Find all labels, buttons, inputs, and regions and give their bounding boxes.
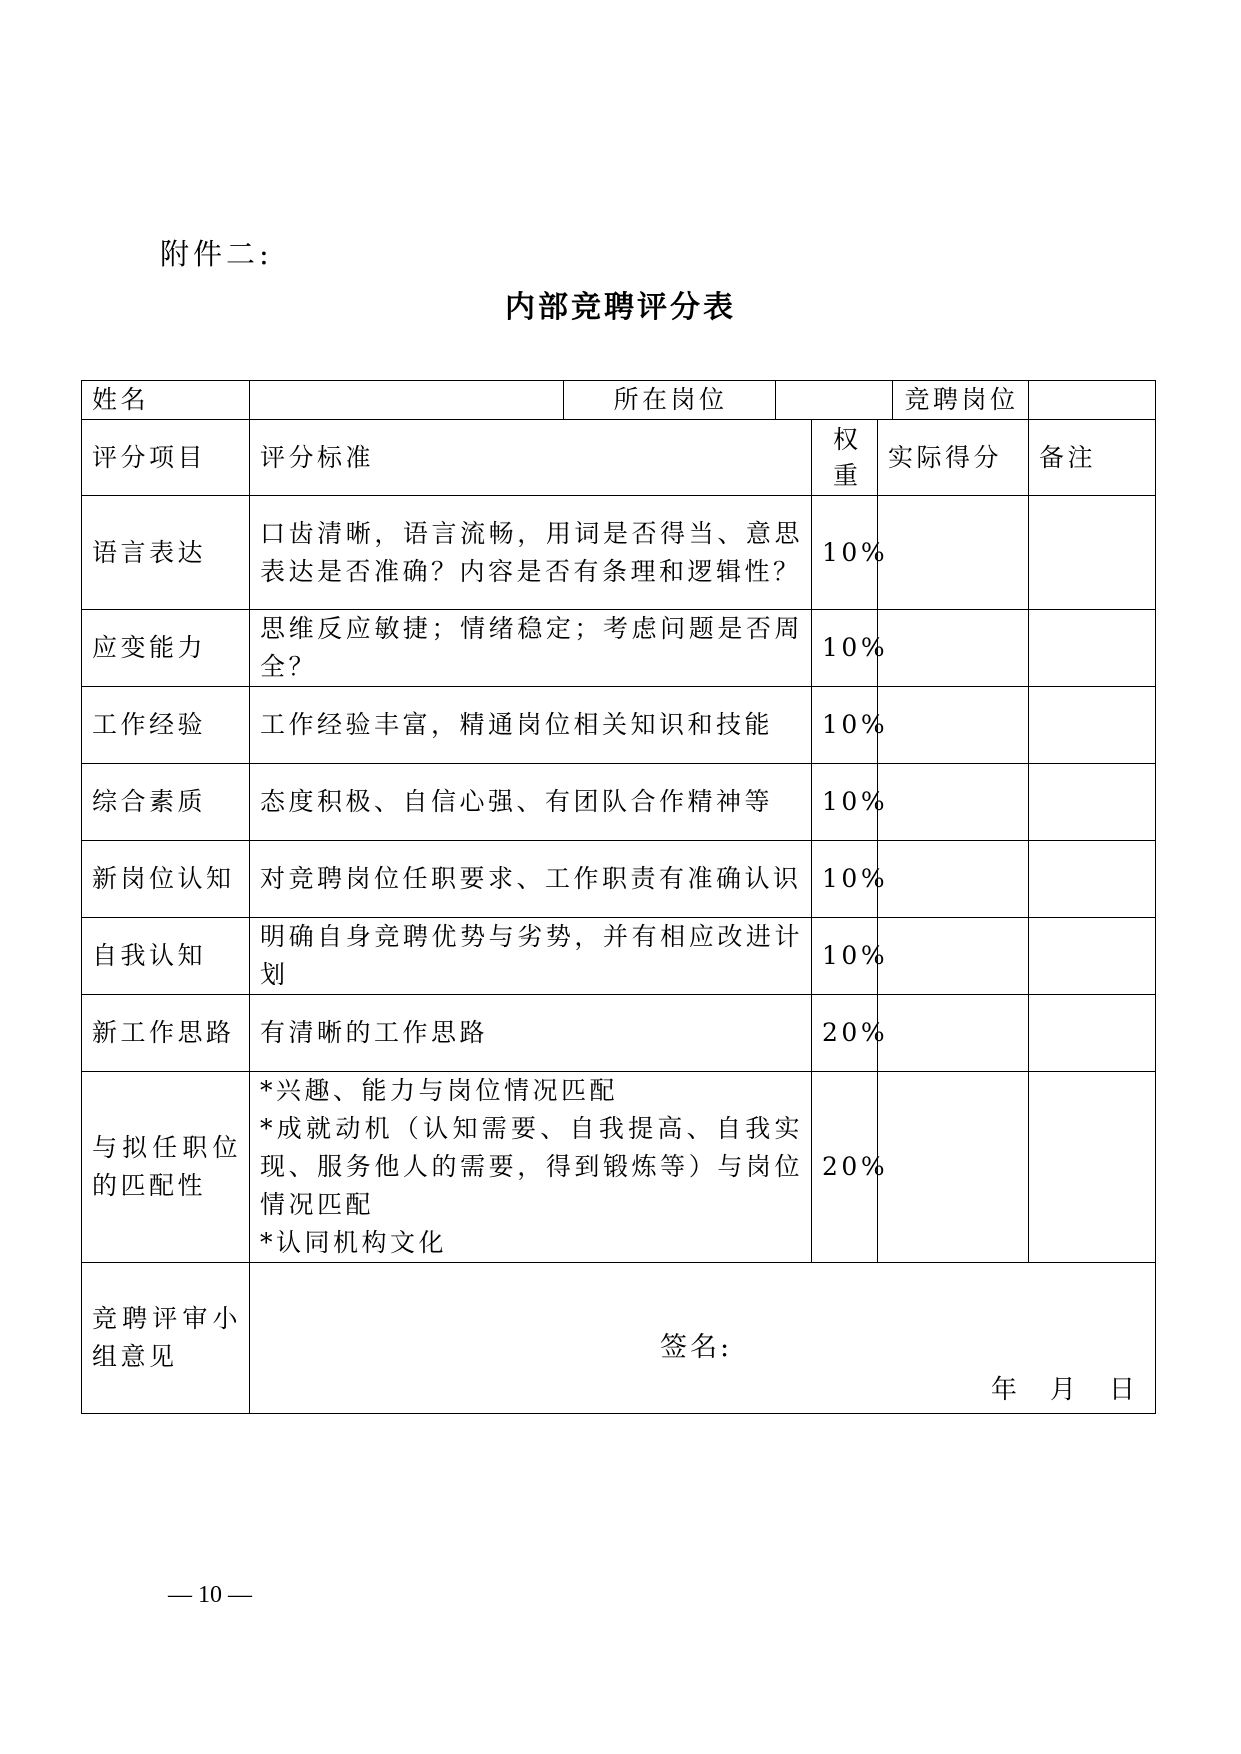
row-actual-score[interactable]	[878, 841, 1029, 918]
row-weight: 10%	[812, 496, 878, 610]
scoring-table	[81, 380, 1156, 1414]
weight-header-line-1: 权	[833, 424, 859, 454]
row-weight: 20%	[812, 995, 878, 1072]
row-weight: 10%	[812, 841, 878, 918]
match-criteria	[250, 1072, 812, 1263]
row-remarks[interactable]	[1029, 610, 1156, 687]
row-actual-score[interactable]	[878, 687, 1029, 764]
row-actual-score[interactable]	[878, 764, 1029, 841]
row-item: 语言表达	[82, 496, 250, 610]
score-row	[82, 610, 1156, 687]
score-row	[82, 995, 1156, 1072]
info-row	[82, 381, 1156, 420]
row-remarks[interactable]	[1029, 995, 1156, 1072]
name-label: 姓名	[82, 381, 250, 420]
match-criteria-line: *认同机构文化	[260, 1228, 448, 1257]
col-header-criteria: 评分标准	[250, 420, 812, 496]
form-title: 内部竞聘评分表	[505, 290, 736, 325]
col-header-weight	[812, 420, 878, 496]
row-criteria: 思维反应敏捷；情绪稳定；考虑问题是否周全？	[250, 610, 812, 687]
score-row	[82, 764, 1156, 841]
row-criteria: 明确自身竞聘优势与劣势，并有相应改进计划	[250, 918, 812, 995]
row-item: 工作经验	[82, 687, 250, 764]
date-line: 年 月 日	[990, 1375, 1136, 1405]
header-row	[82, 420, 1156, 496]
row-actual-score[interactable]	[878, 995, 1029, 1072]
row-actual-score[interactable]	[878, 918, 1029, 995]
target-post-value[interactable]	[1029, 381, 1156, 420]
row-criteria: 有清晰的工作思路	[250, 995, 812, 1072]
row-weight: 10%	[812, 687, 878, 764]
score-row	[82, 687, 1156, 764]
row-remarks[interactable]	[1029, 687, 1156, 764]
row-criteria: 口齿清晰，语言流畅，用词是否得当、意思表达是否准确？内容是否有条理和逻辑性？	[250, 496, 812, 610]
row-weight: 10%	[812, 918, 878, 995]
row-criteria: 对竞聘岗位任职要求、工作职责有准确认识	[250, 841, 812, 918]
row-item: 自我认知	[82, 918, 250, 995]
match-weight: 20%	[812, 1072, 878, 1263]
page-number: — 10 —	[168, 1582, 252, 1608]
row-item: 应变能力	[82, 610, 250, 687]
row-remarks[interactable]	[1029, 918, 1156, 995]
weight-header-line-2: 重	[833, 460, 859, 490]
col-header-item: 评分项目	[82, 420, 250, 496]
current-post-value[interactable]	[776, 381, 893, 420]
row-item: 新工作思路	[82, 995, 250, 1072]
current-post-label: 所在岗位	[564, 381, 776, 420]
attachment-label: 附件二:	[160, 237, 273, 271]
name-value[interactable]	[250, 381, 564, 420]
opinion-row	[82, 1263, 1156, 1414]
col-header-remarks: 备注	[1029, 420, 1156, 496]
row-actual-score[interactable]	[878, 610, 1029, 687]
row-remarks[interactable]	[1029, 496, 1156, 610]
row-item: 新岗位认知	[82, 841, 250, 918]
col-header-actual-score: 实际得分	[878, 420, 1029, 496]
match-row	[82, 1072, 1156, 1263]
row-remarks[interactable]	[1029, 764, 1156, 841]
match-remarks[interactable]	[1029, 1072, 1156, 1263]
match-criteria-line: *成就动机（认知需要、自我提高、自我实现、服务他人的需要，得到锻炼等）与岗位情况匹配	[260, 1114, 804, 1219]
row-item: 综合素质	[82, 764, 250, 841]
target-post-label: 竞聘岗位	[893, 381, 1029, 420]
match-item: 与拟任职位的匹配性	[82, 1072, 250, 1263]
row-weight: 10%	[812, 610, 878, 687]
score-row	[82, 918, 1156, 995]
row-actual-score[interactable]	[878, 496, 1029, 610]
opinion-label: 竞聘评审小组意见	[82, 1263, 250, 1414]
score-row	[82, 841, 1156, 918]
row-criteria: 工作经验丰富，精通岗位相关知识和技能	[250, 687, 812, 764]
score-row	[82, 496, 1156, 610]
match-actual-score[interactable]	[878, 1072, 1029, 1263]
match-criteria-line: *兴趣、能力与岗位情况匹配	[260, 1076, 619, 1105]
signature-label: 签名:	[660, 1332, 733, 1363]
row-criteria: 态度积极、自信心强、有团队合作精神等	[250, 764, 812, 841]
opinion-area[interactable]	[250, 1263, 1156, 1414]
row-remarks[interactable]	[1029, 841, 1156, 918]
row-weight: 10%	[812, 764, 878, 841]
